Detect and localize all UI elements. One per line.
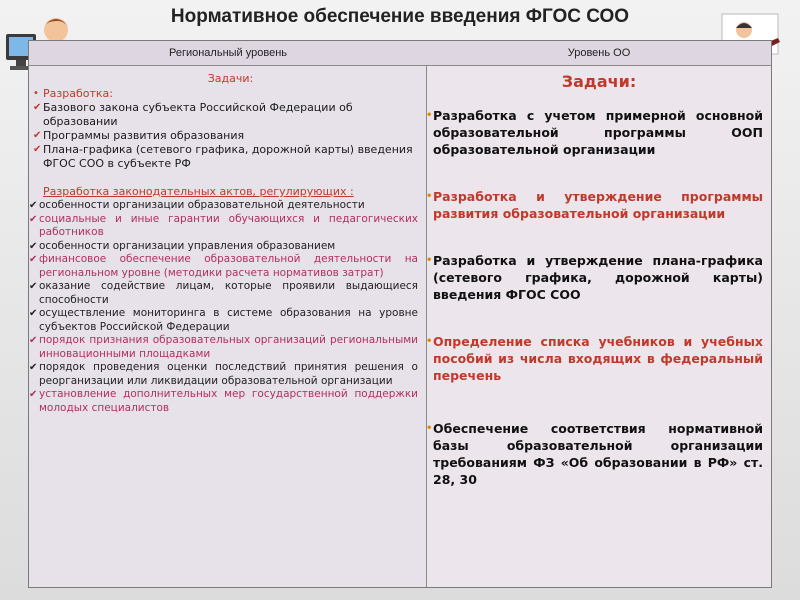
bullet-icon: • <box>426 423 433 434</box>
checkmark-icon: ✔ <box>33 102 42 113</box>
act-item: ✔ особенности организации управления образованием <box>29 239 336 252</box>
checkmark-icon: ✔ <box>29 362 38 373</box>
checkmark-icon: ✔ <box>33 144 42 155</box>
checkmark-icon: ✔ <box>29 308 38 319</box>
oo-column <box>427 66 771 587</box>
checkmark-icon: ✔ <box>29 281 38 292</box>
oo-task-item: • Разработка с учетом примерной основной образовательной программы ООП образовательной организации <box>426 108 763 157</box>
dev-item: ✔ Базового закона субъекта Российской Федерации об образовании <box>33 101 353 128</box>
checkmark-icon: ✔ <box>29 240 38 252</box>
act-item: ✔ социальные и иные гарантии обучающихся и педагогических работников <box>29 212 418 238</box>
bullet-icon: • <box>426 255 433 266</box>
act-item: ✔ установление дополнительных мер государственной поддержки молодых специалистов <box>29 388 418 414</box>
act-item: ✔ осуществление мониторинга в системе образования на уровне субъектов Российской Федерации <box>29 307 418 333</box>
act-item: ✔ особенности организации образовательной деятельности <box>29 199 365 211</box>
acts-list <box>29 199 422 415</box>
checkmark-icon: ✔ <box>29 389 38 400</box>
act-item: ✔ порядок признания образовательных организаций региональными инновационными площадками <box>29 334 418 360</box>
header-regional-level: Региональный уровень <box>29 41 428 66</box>
oo-task-item: • Разработка и утверждение программы развития образовательной организации <box>426 189 763 221</box>
oo-task-item: • Определение списка учебников и учебных пособий из числа входящих в федеральный перечень <box>426 334 763 383</box>
checkmark-icon: ✔ <box>29 200 38 211</box>
bullet-icon: • <box>426 336 433 347</box>
regional-column <box>29 66 427 587</box>
header-oo-level: Уровень ОО <box>427 41 771 66</box>
oo-task-list <box>427 107 771 488</box>
checkmark-icon: ✔ <box>29 335 38 346</box>
regional-tasks-heading: Задачи: <box>207 72 254 85</box>
development-label: • Разработка: <box>33 87 113 100</box>
bullet-icon: • <box>426 110 433 121</box>
dev-item: ✔ Плана-графика (сетевого графика, дорожной карты) введения ФГОС СОО в субъекте РФ <box>33 143 413 170</box>
bullet-icon: • <box>33 88 39 99</box>
act-item: ✔ финансовое обеспечение образовательной деятельности на региональном уровне (методики расчета нормативов затрат) <box>29 253 418 279</box>
oo-task-item: • Разработка и утверждение плана-графика (сетевого графика, дорожной карты) введения ФГОС СОО <box>426 253 763 302</box>
acts-heading: Разработка законодательных актов, регулирующих : <box>43 185 354 198</box>
checkmark-icon: ✔ <box>29 254 38 265</box>
page-title: Нормативное обеспечение введения ФГОС СОО <box>170 6 630 27</box>
bullet-icon: • <box>426 191 433 202</box>
checkmark-icon: ✔ <box>33 130 42 141</box>
act-item: ✔ оказание содействие лицам, которые проявили выдающиеся способности <box>29 280 418 306</box>
act-item: ✔ порядок проведения оценки последствий принятия решения о реорганизации или ликвидации образовательной организации <box>29 361 418 387</box>
checkmark-icon: ✔ <box>29 213 38 225</box>
oo-tasks-heading: Задачи: <box>561 72 637 91</box>
comparison-table <box>28 40 772 588</box>
dev-item: ✔ Программы развития образования <box>33 129 245 142</box>
oo-task-item: • Обеспечение соответствия нормативной базы образовательной организации требованиям ФЗ «Об образовании в РФ» ст. 28, 30 <box>426 421 763 487</box>
